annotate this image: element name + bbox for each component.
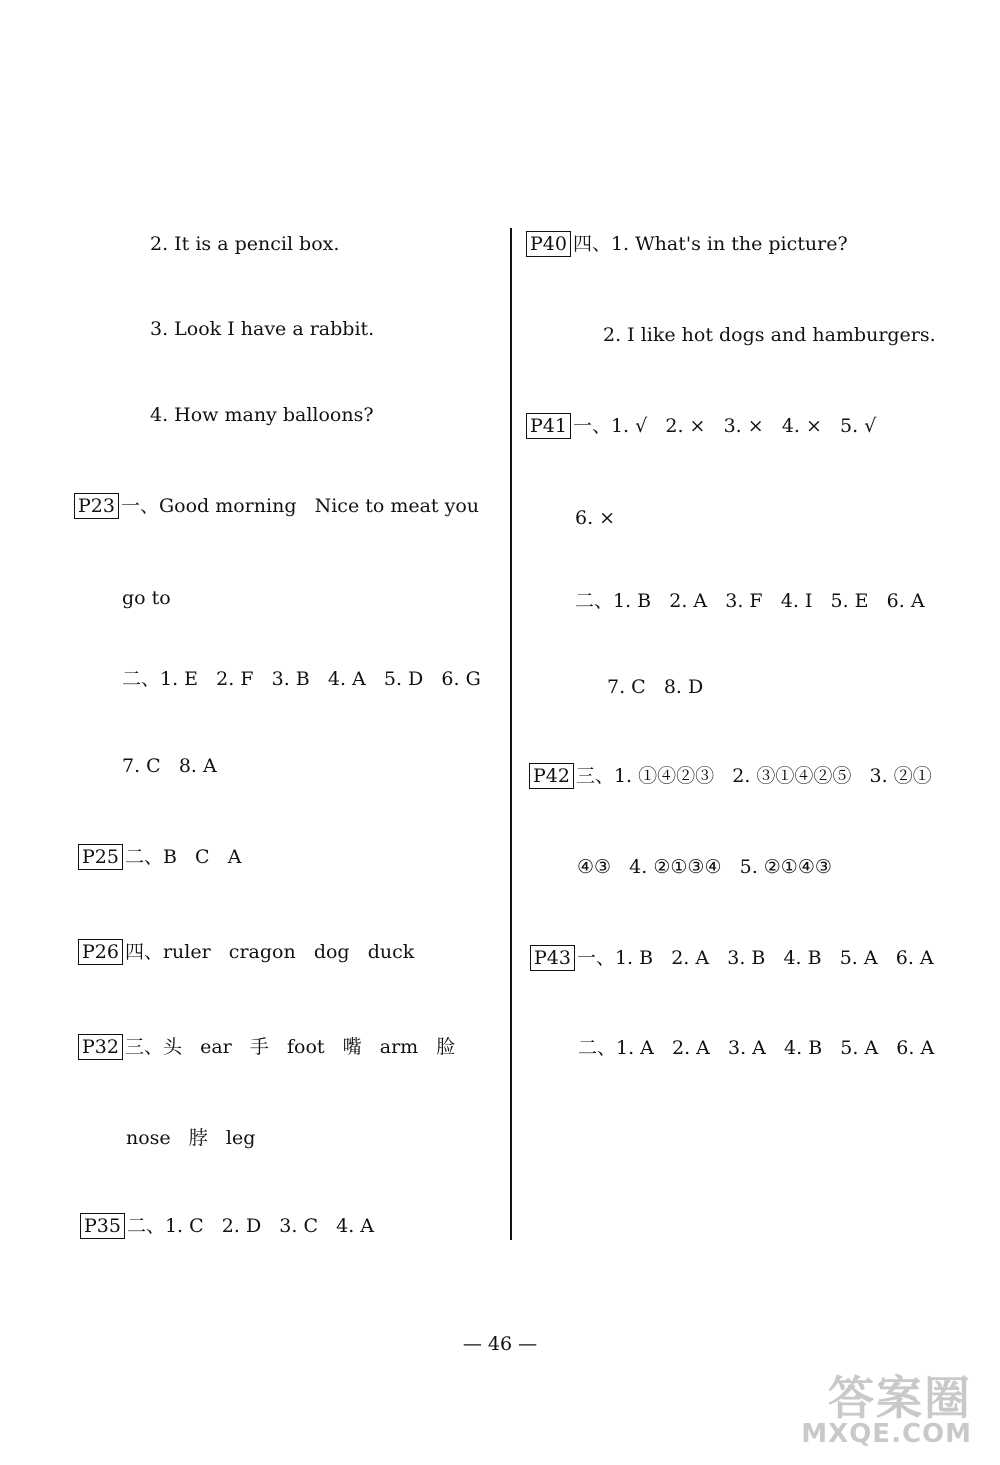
left-line-11: nose 脖 leg [126, 1127, 256, 1149]
right-line-2: 2. I like hot dogs and hamburgers. [603, 324, 936, 346]
left-line-6: 二、1. E 2. F 3. B 4. A 5. D 6. G [122, 668, 481, 690]
left-line-12: P35 二、1. C 2. D 3. C 4. A [80, 1213, 374, 1239]
right-line-1: P40 四、1. What's in the picture? [526, 231, 848, 257]
page-ref-box: P41 [526, 413, 571, 439]
left-line-1: 2. It is a pencil box. [150, 233, 340, 255]
watermark-url: MXQE.COM [801, 1419, 972, 1449]
column-divider [510, 228, 512, 1240]
right-line-6: 7. C 8. D [607, 676, 704, 698]
watermark-logo [732, 1371, 972, 1455]
page-ref-box: P40 [526, 231, 571, 257]
page-ref-box: P43 [530, 945, 575, 971]
left-line-9: P26 四、ruler cragon dog duck [78, 939, 414, 965]
left-line-2: 3. Look I have a rabbit. [150, 318, 375, 340]
right-line-10: 二、1. A 2. A 3. A 4. B 5. A 6. A [578, 1037, 935, 1059]
page-ref-box: P26 [78, 939, 123, 965]
right-line-4: 6. × [575, 507, 616, 529]
left-line-10: P32 三、头 ear 手 foot 嘴 arm 脸 [78, 1034, 455, 1060]
page-ref-box: P23 [74, 493, 119, 519]
right-line-7: P42 三、1. ①④②③ 2. ③①④②⑤ 3. ②① [529, 763, 932, 789]
right-line-8: ④③ 4. ②①③④ 5. ②①④③ [577, 856, 832, 878]
right-line-3: P41 一、1. √ 2. × 3. × 4. × 5. √ [526, 413, 876, 439]
right-line-9: P43 一、1. B 2. A 3. B 4. B 5. A 6. A [530, 945, 934, 971]
page-number: — 46 — [462, 1333, 538, 1355]
page-ref-box: P32 [78, 1034, 123, 1060]
right-line-5: 二、1. B 2. A 3. F 4. I 5. E 6. A [575, 590, 925, 612]
left-line-4: P23 一、Good morning Nice to meat you [74, 493, 479, 519]
left-line-3: 4. How many balloons? [150, 404, 374, 426]
left-line-8: P25 二、B C A [78, 844, 241, 870]
page-ref-box: P25 [78, 844, 123, 870]
page-ref-box: P35 [80, 1213, 125, 1239]
page-ref-box: P42 [529, 763, 574, 789]
watermark-main: 答案圈 [828, 1371, 972, 1425]
left-line-7: 7. C 8. A [122, 755, 217, 777]
left-line-5: go to [122, 587, 171, 609]
